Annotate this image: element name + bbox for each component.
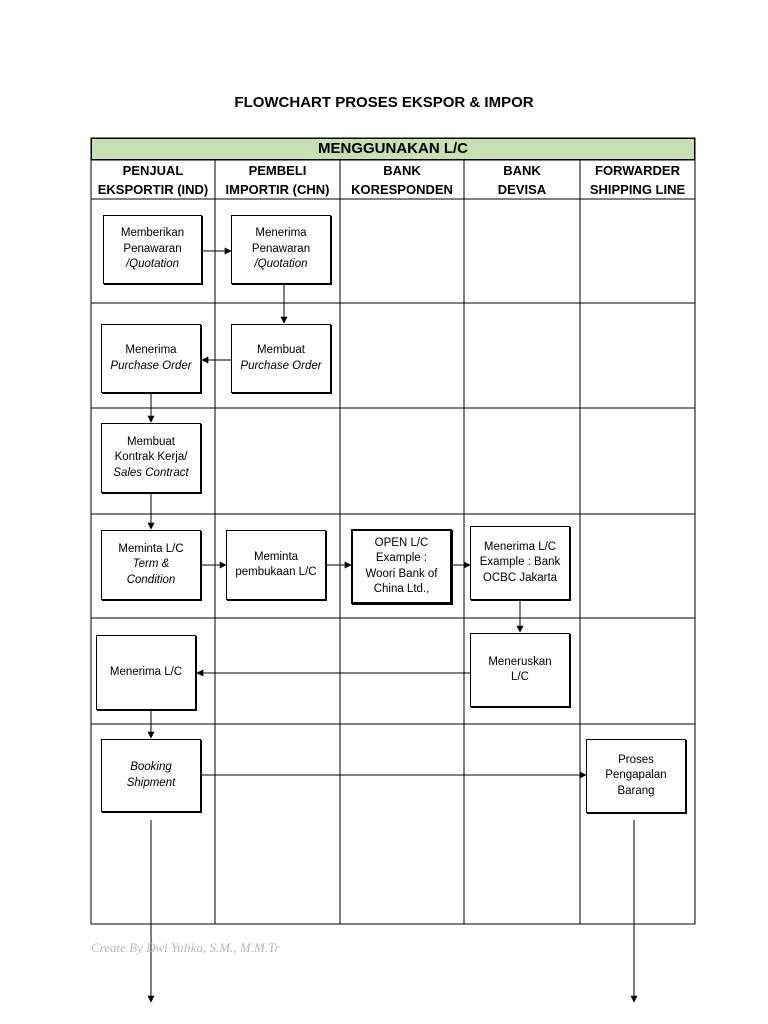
column-header-line: EKSPORTIR (IND) (97, 182, 209, 197)
box-text: /Quotation (125, 258, 180, 271)
column-header-line: FORWARDER (595, 163, 680, 178)
author-credit: Create By Dwi Yulika, S.M., M.M.Tr (91, 940, 280, 955)
box-text: Meminta L/C (118, 542, 184, 555)
box-text: Example : Bank (479, 556, 561, 569)
box-text: Booking (130, 761, 172, 773)
box-text: Purchase Order (110, 359, 192, 372)
box-text: Menerima L/C (109, 665, 183, 678)
column-header-line: IMPORTIR (CHN) (225, 182, 330, 197)
column-header-line: BANK (503, 163, 541, 178)
box-text: OPEN L/C (374, 536, 429, 549)
box-text: Shipment (126, 776, 176, 789)
column-header-line: PEMBELI (248, 163, 307, 178)
box-text: OCBC Jakarta (482, 571, 558, 584)
box-text: Penawaran (123, 242, 182, 255)
box-text: Term & (132, 558, 170, 571)
box-text: Menerima L/C (483, 540, 557, 553)
box-text: pembukaan L/C (235, 566, 317, 578)
box-text: Menerima (125, 344, 177, 356)
box-text: Kontrak Kerja/ (114, 451, 188, 464)
box-text: Penawaran (251, 242, 311, 255)
page-title: FLOWCHART PROSES EKSPOR & IMPOR (234, 94, 534, 111)
box-text: Proses (618, 753, 654, 766)
column-header-line: BANK (383, 163, 421, 178)
box-text: Condition (126, 573, 176, 586)
column-header-line: SHIPPING LINE (589, 182, 686, 197)
section-header: MENGGUNAKAN L/C (91, 138, 695, 160)
box-text: Membuat (127, 435, 175, 448)
column-header-line: PENJUAL (122, 163, 184, 178)
box-text: /Quotation (254, 258, 308, 271)
box-text: Purchase Order (240, 359, 322, 372)
box-text: Barang (617, 784, 655, 797)
box-text: Memberikan (120, 227, 185, 240)
box-text: Woori Bank of (365, 567, 438, 580)
column-header-line: KORESPONDEN (351, 182, 453, 197)
box-text: Membuat (257, 344, 305, 356)
column-header-line: DEVISA (497, 182, 547, 197)
box-text: Sales Contract (113, 466, 189, 479)
box-text: Meminta (253, 550, 299, 563)
box-text: L/C (511, 671, 529, 683)
box-text: Meneruskan (488, 655, 552, 668)
box-text: Pengapalan (605, 769, 667, 782)
box-text: China Ltd., (373, 583, 430, 595)
box-text: Menerima (255, 227, 307, 240)
box-text: Example : (375, 552, 428, 564)
